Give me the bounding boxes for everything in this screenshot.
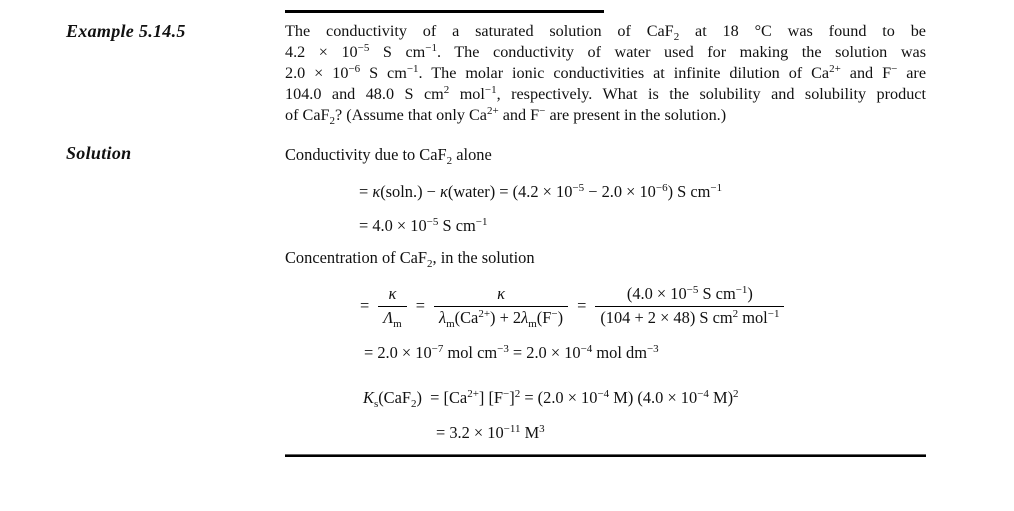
equation-concentration-fractions (360, 284, 784, 328)
fraction-kappa-over-ionic-conductivities (434, 284, 568, 328)
fraction-numerator: κ (497, 284, 505, 303)
example-heading: Example 5.14.5 (66, 21, 186, 41)
problem-line: 104.0 and 48.0 S $cm^2$ mol$^{-1}$, respectively. What is the solubility and solubility product (285, 84, 926, 103)
fraction-numerator: ($4.0 \times 10^{-5}$ S $cm^{-1}$) (626, 284, 753, 303)
solution-text-conductivity: Conductivity due to CaF$_2$ alone (285, 145, 492, 167)
top-rule (285, 10, 604, 13)
equation-kappa-result: = $4.0 \times 10^{-5}$ S $cm^{-1}$ (359, 216, 488, 235)
equation-solubility-product: $K_s(CaF_2)$ = $[Ca^{2+}] [F^-]^2 = (2.0 \times 10^{-4}$ M) ($4.0 \times 10^{-4}$ M)$^2$ (363, 388, 739, 410)
problem-line: $4.2 \times 10^{-5}$ S $cm^{-1}$. The conductivity of water used for making the solution was (285, 42, 926, 61)
problem-line: $2.0 \times 10^{-6}$ S $cm^{-1}$. The molar ionic conductivities at infinite dilution of $Ca^{2+}$ and F− are (285, 63, 927, 82)
bottom-rule (285, 454, 926, 457)
equation-solubility-product-result: = $3.2 \times 10^{-11}$ $M^3$ (436, 423, 545, 442)
fraction-kappa-over-molar-conductivity (378, 284, 406, 328)
equals-sign: = (360, 296, 370, 315)
problem-statement (285, 21, 926, 126)
equals-sign: = (577, 296, 587, 315)
fraction-denominator: $\Lambda_m$ (378, 306, 406, 328)
problem-line: The conductivity of a saturated solution of CaF$_2$ at 18 °C was found to be (285, 22, 926, 43)
fraction-numerator: κ (388, 284, 397, 303)
problem-line: of CaF$_2$? (Assume that only $Ca^{2+}$ and F− are present in the solution.) (285, 105, 727, 127)
fraction-numeric-values (595, 284, 784, 328)
equals-sign: = (415, 296, 425, 315)
equation-concentration-result: = $2.0 \times 10^{-7}$ mol $cm^{-3} = 2.0 \times 10^{-4}$ mol $dm^{-3}$ (364, 343, 659, 362)
fraction-denominator: $\lambda_m(Ca^{2+}) + 2\lambda_m(F^-)$ (434, 306, 568, 328)
fraction-denominator: (104 + 2 × 48) S $cm^2$ mol$^{-1}$ (595, 306, 784, 328)
solution-text-concentration: Concentration of CaF$_2$, in the solution (285, 248, 535, 270)
example-content-column (285, 0, 926, 511)
solution-heading: Solution (66, 143, 132, 163)
equation-kappa-difference: = κ(soln.) − κ(water) = $(4.2 \times 10^{-5} - 2.0 \times 10^{-6})$ S $cm^{-1}$ (359, 182, 723, 201)
